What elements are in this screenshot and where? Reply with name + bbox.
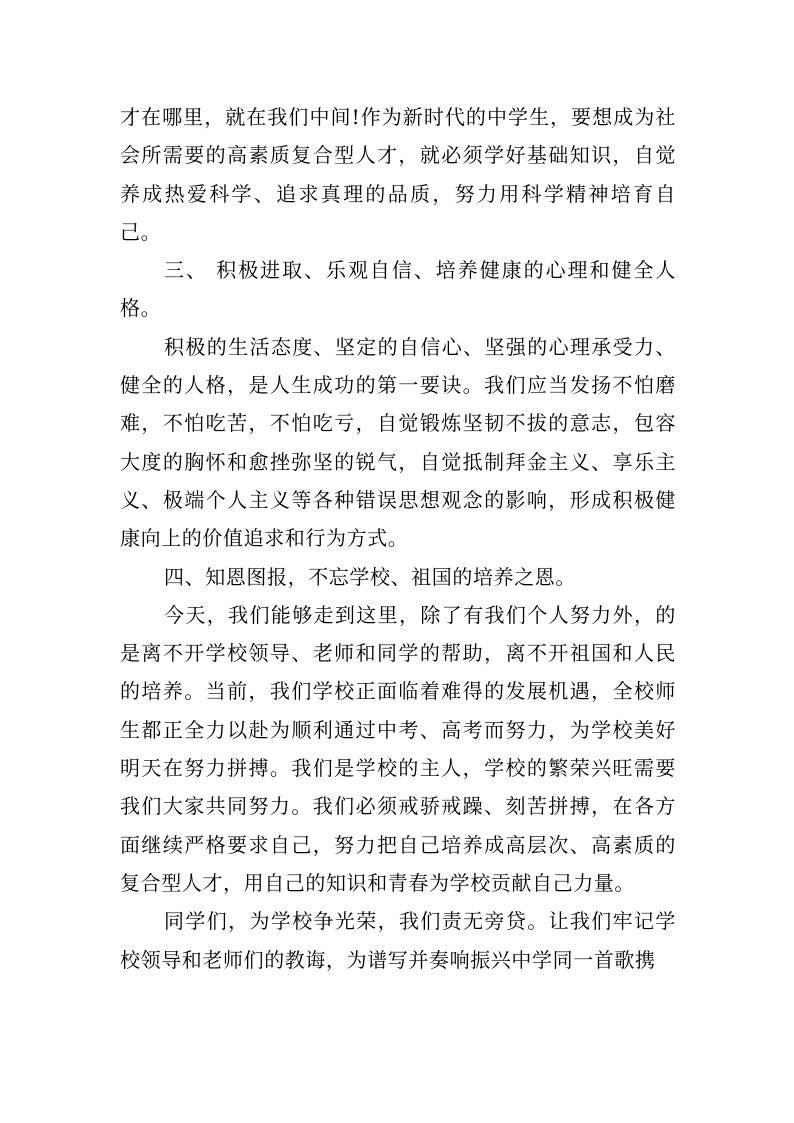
paragraph-call-to-action: 同学们，为学校争光荣，我们责无旁贷。让我们牢记学校领导和老师们的教诲，为谱写并奏响振兴中学同一首歌携 [120, 909, 676, 972]
paragraph-gratitude: 今天，我们能够走到这里，除了有我们个人努力外，的是离不开学校领导、老师和同学的帮助，离不开祖国和人民的培养。当前，我们学校正面临着难得的发展机遇，全校师生都正全力以赴为顺利通过中考、高考而努力，为学校美好明天在努力拼搏。我们是学校的主人，学校的繁荣兴旺需要我们大家共同努力。我们必须戒骄戒躁、刻苦拼搏，在各方面继续严格要求自己，努力把自己培养成高层次、高素质的复合型人才，用自己的知识和青春为学校贡献自己力量。 [120, 602, 676, 895]
paragraph-continuation: 才在哪里，就在我们中间!作为新时代的中学生，要想成为社会所需要的高素质复合型人才，就必须学好基础知识，自觉养成热爱科学、追求真理的品质，努力用科学精神培育自己。 [120, 105, 676, 244]
paragraph-heading-four: 四、知恩图报，不忘学校、祖国的培养之恩。 [164, 564, 576, 589]
paragraph-positive-attitude: 积极的生活态度、坚定的自信心、坚强的心理承受力、健全的人格，是人生成功的第一要诀。我们应当发扬不怕磨难，不怕吃苦，不怕吃亏，自觉锻炼坚韧不拔的意志，包容大度的胸怀和愈挫弥坚的锐气，自觉抵制拜金主义、享乐主义、极端个人主义等各种错误思想观念的影响，形成积极健康向上的价值追求和行为方式。 [120, 334, 676, 551]
paragraph-heading-three: 三、 积极进取、乐观自信、培养健康的心理和健全人格。 [120, 258, 676, 321]
document-body [120, 98, 676, 979]
